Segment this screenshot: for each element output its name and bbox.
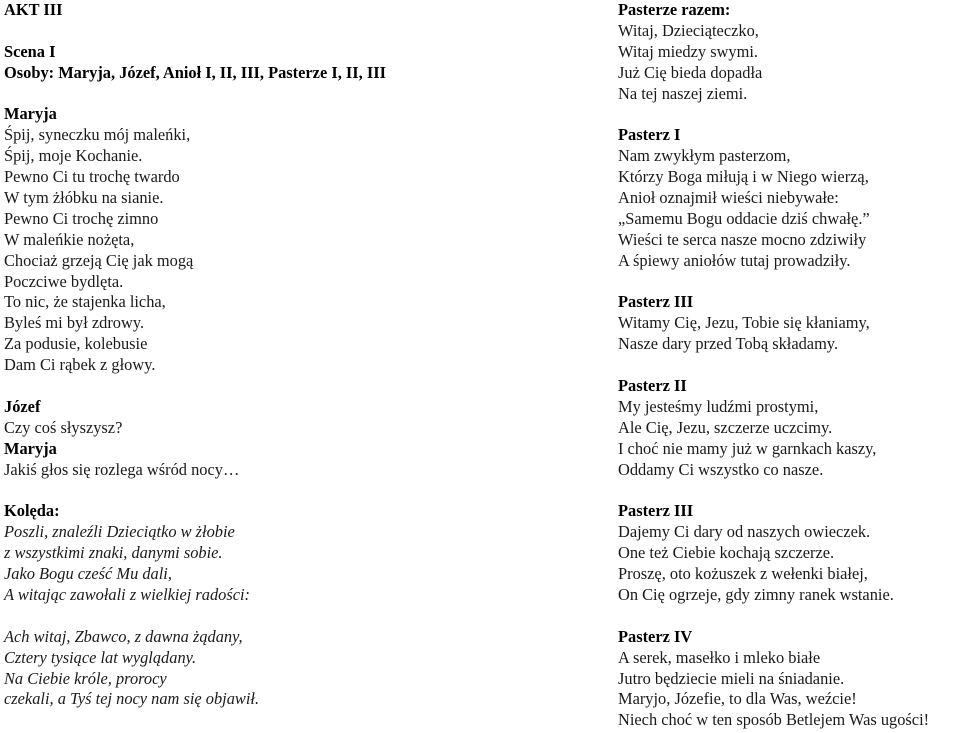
text-line: A śpiewy aniołów tutaj prowadziły. — [618, 250, 851, 270]
right-column — [618, 0, 958, 731]
text-line: I choć nie mamy już w garnkach kaszy, — [618, 438, 877, 458]
text-line: Jutro będziecie mieli na śniadanie. — [618, 668, 845, 688]
blank-line — [4, 480, 474, 501]
text-line: Witaj miedzy swymi. — [618, 41, 759, 61]
speaker-heading: Pasterz I — [618, 125, 681, 145]
blank-line — [618, 272, 958, 293]
text-line: Czy coś słyszysz? — [4, 417, 123, 437]
text-line: Anioł oznajmił wieści niebywałe: — [618, 188, 839, 208]
text-line: Ale Cię, Jezu, szczerze uczcimy. — [618, 417, 833, 437]
text-line: Pewno Ci tu trochę twardo — [4, 167, 180, 187]
text-line: W tym żłóbku na sianie. — [4, 188, 164, 208]
blank-line — [4, 84, 474, 105]
text-line: Cztery tysiące lat wyglądany. — [4, 647, 197, 667]
blank-line — [618, 480, 958, 501]
text-line: Witamy Cię, Jezu, Tobie się kłaniamy, — [618, 313, 870, 333]
left-column — [4, 0, 474, 710]
speaker-heading: Maryja — [4, 104, 57, 124]
blank-line — [4, 376, 474, 397]
text-line: On Cię ogrzeje, gdy zimny ranek wstanie. — [618, 584, 894, 604]
text-line: Wieści te serca nasze mocno zdziwiły — [618, 229, 867, 249]
blank-line — [4, 21, 474, 42]
text-line: My jesteśmy ludźmi prostymi, — [618, 396, 819, 416]
text-line: Śpij, syneczku mój maleńki, — [4, 125, 191, 145]
text-line: Za podusie, kolebusie — [4, 334, 148, 354]
text-line: Ach witaj, Zbawco, z dawna żądany, — [4, 626, 243, 646]
speaker-heading: AKT III — [4, 0, 63, 19]
blank-line — [618, 355, 958, 376]
text-line: Witaj, Dzieciąteczko, — [618, 20, 759, 40]
text-line: Na Ciebie króle, prorocy — [4, 668, 167, 688]
blank-line — [618, 104, 958, 125]
text-line: A witając zawołali z wielkiej radości: — [4, 584, 251, 604]
text-line: z wszystkimi znaki, danymi sobie. — [4, 543, 223, 563]
text-line: Byleś mi był zdrowy. — [4, 313, 145, 333]
speaker-heading: Pasterz III — [618, 292, 694, 312]
speaker-heading: Pasterz IV — [618, 626, 693, 646]
text-line: A serek, masełko i mleko białe — [618, 647, 821, 667]
text-line: Pewno Ci trochę zimno — [4, 208, 159, 228]
speaker-heading: Pasterze razem: — [618, 0, 731, 19]
text-line: Chociaż grzeją Cię jak mogą — [4, 250, 194, 270]
speaker-heading: Osoby: Maryja, Józef, Anioł I, II, III, Pasterze I, II, III — [4, 62, 386, 82]
text-line: czekali, a Tyś tej nocy nam się objawił. — [4, 689, 260, 709]
text-line: Jako Bogu cześć Mu dali, — [4, 564, 172, 584]
text-line: Jakiś głos się rozlega wśród nocy… — [4, 459, 240, 479]
text-line: Nasze dary przed Tobą składamy. — [618, 334, 839, 354]
speaker-heading: Pasterz II — [618, 376, 687, 396]
text-line: Którzy Boga miłują i w Niego wierzą, — [618, 167, 869, 187]
speaker-heading: Scena I — [4, 41, 56, 61]
text-line: One też Ciebie kochają szczerze. — [618, 543, 835, 563]
text-line: Poszli, znaleźli Dzieciątko w żłobie — [4, 522, 235, 542]
text-line: Śpij, moje Kochanie. — [4, 146, 143, 166]
text-line: Dajemy Ci dary od naszych owieczek. — [618, 522, 871, 542]
text-line: Nam zwykłym pasterzom, — [618, 146, 791, 166]
text-line: W maleńkie nożęta, — [4, 229, 135, 249]
speaker-heading: Józef — [4, 396, 41, 416]
blank-line — [618, 606, 958, 627]
text-line: Już Cię bieda dopadła — [618, 62, 763, 82]
text-line: Oddamy Ci wszystko co nasze. — [618, 459, 824, 479]
speaker-heading: Maryja — [4, 438, 57, 458]
text-line: To nic, że stajenka licha, — [4, 292, 166, 312]
text-line: Maryjo, Józefie, to dla Was, weźcie! — [618, 689, 857, 709]
text-line: Dam Ci rąbek z głowy. — [4, 355, 156, 375]
speaker-heading: Kolęda: — [4, 501, 60, 521]
text-line: Na tej naszej ziemi. — [618, 83, 748, 103]
text-line: Proszę, oto kożuszek z wełenki białej, — [618, 564, 868, 584]
speaker-heading: Pasterz III — [618, 501, 694, 521]
text-line: Poczciwe bydlęta. — [4, 271, 124, 291]
text-line: Niech choć w ten sposób Betlejem Was ugości! — [618, 710, 930, 730]
blank-line — [4, 606, 474, 627]
text-line: „Samemu Bogu oddacie dziś chwałę.” — [618, 208, 870, 228]
